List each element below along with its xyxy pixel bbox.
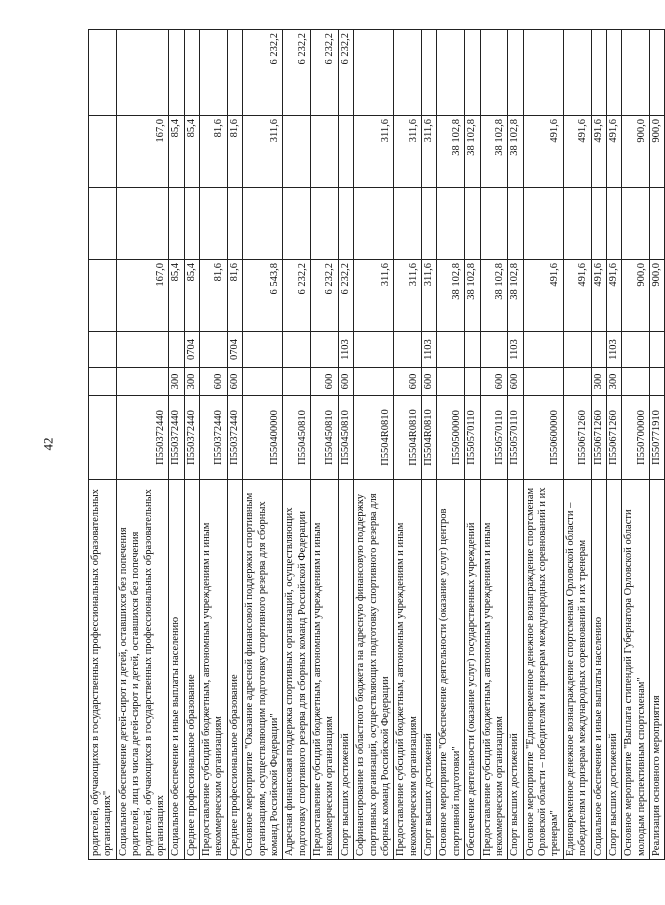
budget-table xyxy=(88,29,665,860)
row-vr xyxy=(283,368,311,396)
row-vr xyxy=(465,368,480,396)
row-vr: 300 xyxy=(591,368,606,396)
row-name: родителей, обучающихся в государственных профессиональных образовательных организациях" xyxy=(89,480,117,860)
row-name: Спорт высших достижений xyxy=(422,480,437,860)
row-value-3: 491,6 xyxy=(563,116,591,188)
row-value-4: 6 232,2 xyxy=(283,30,311,116)
row-value-2 xyxy=(563,188,591,260)
row-vr xyxy=(116,368,169,396)
row-value-2 xyxy=(480,188,508,260)
row-value-4 xyxy=(523,30,563,116)
row-value-3: 38 102,8 xyxy=(508,116,523,188)
rotated-table-container xyxy=(88,30,662,860)
row-rz: 1103 xyxy=(422,332,437,368)
table-row xyxy=(606,30,621,860)
row-value-3: 491,6 xyxy=(606,116,621,188)
row-value-2 xyxy=(311,188,339,260)
row-total: 167,0 xyxy=(116,260,169,332)
table-row xyxy=(622,30,650,860)
row-code: П550372440 xyxy=(184,396,199,480)
row-code: П5504R0810 xyxy=(354,396,394,480)
row-total: 6 232,2 xyxy=(311,260,339,332)
row-value-2 xyxy=(354,188,394,260)
row-total xyxy=(89,260,117,332)
table-row xyxy=(591,30,606,860)
row-value-3: 85,4 xyxy=(184,116,199,188)
row-name: Реализация основного мероприятия xyxy=(650,480,665,860)
row-value-3 xyxy=(311,116,339,188)
row-total: 491,6 xyxy=(563,260,591,332)
row-vr xyxy=(437,368,465,396)
row-code: П550671260 xyxy=(591,396,606,480)
row-value-3: 81,6 xyxy=(227,116,242,188)
row-vr: 600 xyxy=(508,368,523,396)
table-row xyxy=(437,30,465,860)
row-rz: 1103 xyxy=(338,332,353,368)
row-value-3: 85,4 xyxy=(169,116,184,188)
row-total: 38 102,8 xyxy=(465,260,480,332)
row-value-2 xyxy=(338,188,353,260)
row-code: П550450810 xyxy=(283,396,311,480)
table-row xyxy=(200,30,228,860)
row-value-4 xyxy=(591,30,606,116)
row-code: П550450810 xyxy=(311,396,339,480)
row-code: П5504R0810 xyxy=(422,396,437,480)
row-value-3 xyxy=(89,116,117,188)
row-value-4 xyxy=(650,30,665,116)
row-name: Предоставление субсидий бюджетным, автономным учреждениям и иным некоммерческим организациям xyxy=(394,480,422,860)
table-row xyxy=(354,30,394,860)
table-row xyxy=(422,30,437,860)
row-value-2 xyxy=(89,188,117,260)
table-row xyxy=(243,30,283,860)
page-number: 42 xyxy=(40,437,56,451)
row-vr: 600 xyxy=(480,368,508,396)
row-value-3: 311,6 xyxy=(354,116,394,188)
row-value-2 xyxy=(394,188,422,260)
row-code: П550671260 xyxy=(563,396,591,480)
row-rz xyxy=(437,332,465,368)
table-row xyxy=(89,30,117,860)
row-name: Основное мероприятие "Единовременное денежное вознаграждение спортсменам Орловской области – победителям и призерам международных соревнований и их тренерам" xyxy=(523,480,563,860)
row-total: 6 232,2 xyxy=(283,260,311,332)
row-name: Обеспечение деятельности (оказание услуг) государственных учреждений xyxy=(465,480,480,860)
row-vr: 300 xyxy=(184,368,199,396)
row-value-2 xyxy=(200,188,228,260)
row-value-2 xyxy=(650,188,665,260)
row-code: П550372440 xyxy=(116,396,169,480)
row-value-4 xyxy=(89,30,117,116)
row-vr: 300 xyxy=(606,368,621,396)
row-value-3: 491,6 xyxy=(523,116,563,188)
row-rz xyxy=(89,332,117,368)
table-row xyxy=(184,30,199,860)
row-code: П550450810 xyxy=(338,396,353,480)
row-value-4: 6 232,2 xyxy=(243,30,283,116)
table-row xyxy=(508,30,523,860)
row-value-2 xyxy=(508,188,523,260)
table-row xyxy=(465,30,480,860)
row-value-4 xyxy=(508,30,523,116)
row-rz: 1103 xyxy=(606,332,621,368)
row-value-4 xyxy=(184,30,199,116)
table-row xyxy=(283,30,311,860)
row-name: Адресная финансовая поддержка спортивных организаций, осуществляющих подготовку спортивного резерва для сборных команд Российской Федерации xyxy=(283,480,311,860)
row-value-3 xyxy=(283,116,311,188)
row-value-3: 900,0 xyxy=(650,116,665,188)
row-name: Спорт высших достижений xyxy=(508,480,523,860)
row-value-4: 6 232,2 xyxy=(338,30,353,116)
table-row xyxy=(311,30,339,860)
row-value-3: 38 102,8 xyxy=(480,116,508,188)
row-vr: 600 xyxy=(338,368,353,396)
row-rz xyxy=(650,332,665,368)
row-code: П550570110 xyxy=(480,396,508,480)
row-total: 491,6 xyxy=(591,260,606,332)
row-vr: 600 xyxy=(394,368,422,396)
row-value-2 xyxy=(606,188,621,260)
row-value-3: 900,0 xyxy=(622,116,650,188)
row-value-4 xyxy=(422,30,437,116)
row-value-2 xyxy=(523,188,563,260)
table-row xyxy=(394,30,422,860)
row-value-2 xyxy=(243,188,283,260)
row-vr xyxy=(563,368,591,396)
row-code: П5504R0810 xyxy=(394,396,422,480)
row-rz: 0704 xyxy=(184,332,199,368)
row-name: Предоставление субсидий бюджетным, автономным учреждениям и иным некоммерческим организациям xyxy=(311,480,339,860)
row-value-2 xyxy=(465,188,480,260)
row-value-3 xyxy=(338,116,353,188)
row-vr xyxy=(89,368,117,396)
row-vr: 300 xyxy=(169,368,184,396)
row-rz xyxy=(480,332,508,368)
row-rz xyxy=(311,332,339,368)
row-vr: 600 xyxy=(422,368,437,396)
row-rz xyxy=(116,332,169,368)
row-value-3: 311,6 xyxy=(422,116,437,188)
row-vr xyxy=(650,368,665,396)
row-total: 311,6 xyxy=(354,260,394,332)
row-total: 900,0 xyxy=(622,260,650,332)
row-name: Единовременное денежное вознаграждение спортсменам Орловской области – победителям и призерам международных соревнований и их тренерам xyxy=(563,480,591,860)
row-rz xyxy=(563,332,591,368)
row-name: Спорт высших достижений xyxy=(606,480,621,860)
row-rz xyxy=(354,332,394,368)
row-name: Социальное обеспечение и иные выплаты населению xyxy=(591,480,606,860)
table-row xyxy=(650,30,665,860)
table-row xyxy=(169,30,184,860)
row-name: Среднее профессиональное образование xyxy=(227,480,242,860)
row-vr: 600 xyxy=(200,368,228,396)
row-value-3: 311,6 xyxy=(243,116,283,188)
row-value-4 xyxy=(465,30,480,116)
table-row xyxy=(480,30,508,860)
row-value-3: 38 102,8 xyxy=(465,116,480,188)
row-rz: 0704 xyxy=(227,332,242,368)
row-name: Предоставление субсидий бюджетным, автономным учреждениям и иным некоммерческим организациям xyxy=(200,480,228,860)
row-name: Среднее профессиональное образование xyxy=(184,480,199,860)
row-value-4 xyxy=(394,30,422,116)
row-name: Основное мероприятие "Обеспечение деятельности (оказание услуг) центров спортивной подготовки" xyxy=(437,480,465,860)
row-rz xyxy=(200,332,228,368)
row-value-2 xyxy=(169,188,184,260)
row-total: 81,6 xyxy=(227,260,242,332)
table-row xyxy=(227,30,242,860)
row-value-4 xyxy=(354,30,394,116)
row-name: Софинансирование из областного бюджета на адресную финансовую поддержку спортивных организаций, осуществляющих подготовку спортивного резерва для сборных команд Российской Федерации xyxy=(354,480,394,860)
row-value-2 xyxy=(591,188,606,260)
row-value-3: 81,6 xyxy=(200,116,228,188)
row-total: 491,6 xyxy=(523,260,563,332)
row-total: 491,6 xyxy=(606,260,621,332)
row-value-2 xyxy=(184,188,199,260)
row-code: П550570110 xyxy=(465,396,480,480)
row-name: Основное мероприятие "Оказание адресной финансовой поддержки спортивным организациям, осуществляющим подготовку спортивного резерва для сборных команд Российской Федерации" xyxy=(243,480,283,860)
row-name: Спорт высших достижений xyxy=(338,480,353,860)
row-rz xyxy=(622,332,650,368)
row-total: 85,4 xyxy=(169,260,184,332)
row-value-4 xyxy=(116,30,169,116)
row-total: 85,4 xyxy=(184,260,199,332)
row-name: Социальное обеспечение и иные выплаты населению xyxy=(169,480,184,860)
row-vr xyxy=(523,368,563,396)
row-value-4 xyxy=(200,30,228,116)
row-total: 38 102,8 xyxy=(480,260,508,332)
row-rz xyxy=(523,332,563,368)
row-rz xyxy=(283,332,311,368)
row-value-4 xyxy=(227,30,242,116)
row-total: 81,6 xyxy=(200,260,228,332)
row-total: 38 102,8 xyxy=(437,260,465,332)
row-value-4 xyxy=(480,30,508,116)
row-total: 6 543,8 xyxy=(243,260,283,332)
row-code: П550372440 xyxy=(200,396,228,480)
row-value-2 xyxy=(227,188,242,260)
table-row xyxy=(338,30,353,860)
row-vr xyxy=(243,368,283,396)
row-rz xyxy=(169,332,184,368)
row-code: П550570110 xyxy=(508,396,523,480)
budget-table-body xyxy=(89,30,665,860)
row-value-2 xyxy=(422,188,437,260)
row-value-3: 311,6 xyxy=(394,116,422,188)
row-value-2 xyxy=(116,188,169,260)
table-row xyxy=(563,30,591,860)
row-total: 6 232,2 xyxy=(338,260,353,332)
row-code: П550372440 xyxy=(169,396,184,480)
row-total: 311,6 xyxy=(422,260,437,332)
row-code: П550671260 xyxy=(606,396,621,480)
row-value-4 xyxy=(606,30,621,116)
row-value-3: 167,0 xyxy=(116,116,169,188)
row-name: Основное мероприятие "Выплата стипендий Губернатора Орловской области молодым перспективным спортсменам" xyxy=(622,480,650,860)
row-code: П550771910 xyxy=(650,396,665,480)
row-value-4 xyxy=(169,30,184,116)
row-value-2 xyxy=(622,188,650,260)
row-vr xyxy=(354,368,394,396)
row-rz xyxy=(394,332,422,368)
row-code xyxy=(89,396,117,480)
row-rz xyxy=(465,332,480,368)
table-row xyxy=(523,30,563,860)
row-value-2 xyxy=(437,188,465,260)
row-value-3: 38 102,8 xyxy=(437,116,465,188)
row-name: Социальное обеспечение детей-сирот и детей, оставшихся без попечения родителей, лиц из числа детей-сирот и детей, оставшихся без попечения родителей, обучающихся в государственных профессиональных образовательных организациях xyxy=(116,480,169,860)
row-code: П550600000 xyxy=(523,396,563,480)
row-code: П550700000 xyxy=(622,396,650,480)
row-code: П550400000 xyxy=(243,396,283,480)
row-value-4 xyxy=(622,30,650,116)
row-vr: 600 xyxy=(227,368,242,396)
row-rz xyxy=(591,332,606,368)
row-vr: 600 xyxy=(311,368,339,396)
row-value-4 xyxy=(437,30,465,116)
row-value-3: 491,6 xyxy=(591,116,606,188)
table-row xyxy=(116,30,169,860)
row-name: Предоставление субсидий бюджетным, автономным учреждениям и иным некоммерческим организациям xyxy=(480,480,508,860)
row-value-2 xyxy=(283,188,311,260)
row-rz: 1103 xyxy=(508,332,523,368)
row-total: 311,6 xyxy=(394,260,422,332)
row-total: 38 102,8 xyxy=(508,260,523,332)
row-value-4: 6 232,2 xyxy=(311,30,339,116)
row-rz xyxy=(243,332,283,368)
row-vr xyxy=(622,368,650,396)
row-total: 900,0 xyxy=(650,260,665,332)
row-value-4 xyxy=(563,30,591,116)
row-code: П550500000 xyxy=(437,396,465,480)
row-code: П550372440 xyxy=(227,396,242,480)
